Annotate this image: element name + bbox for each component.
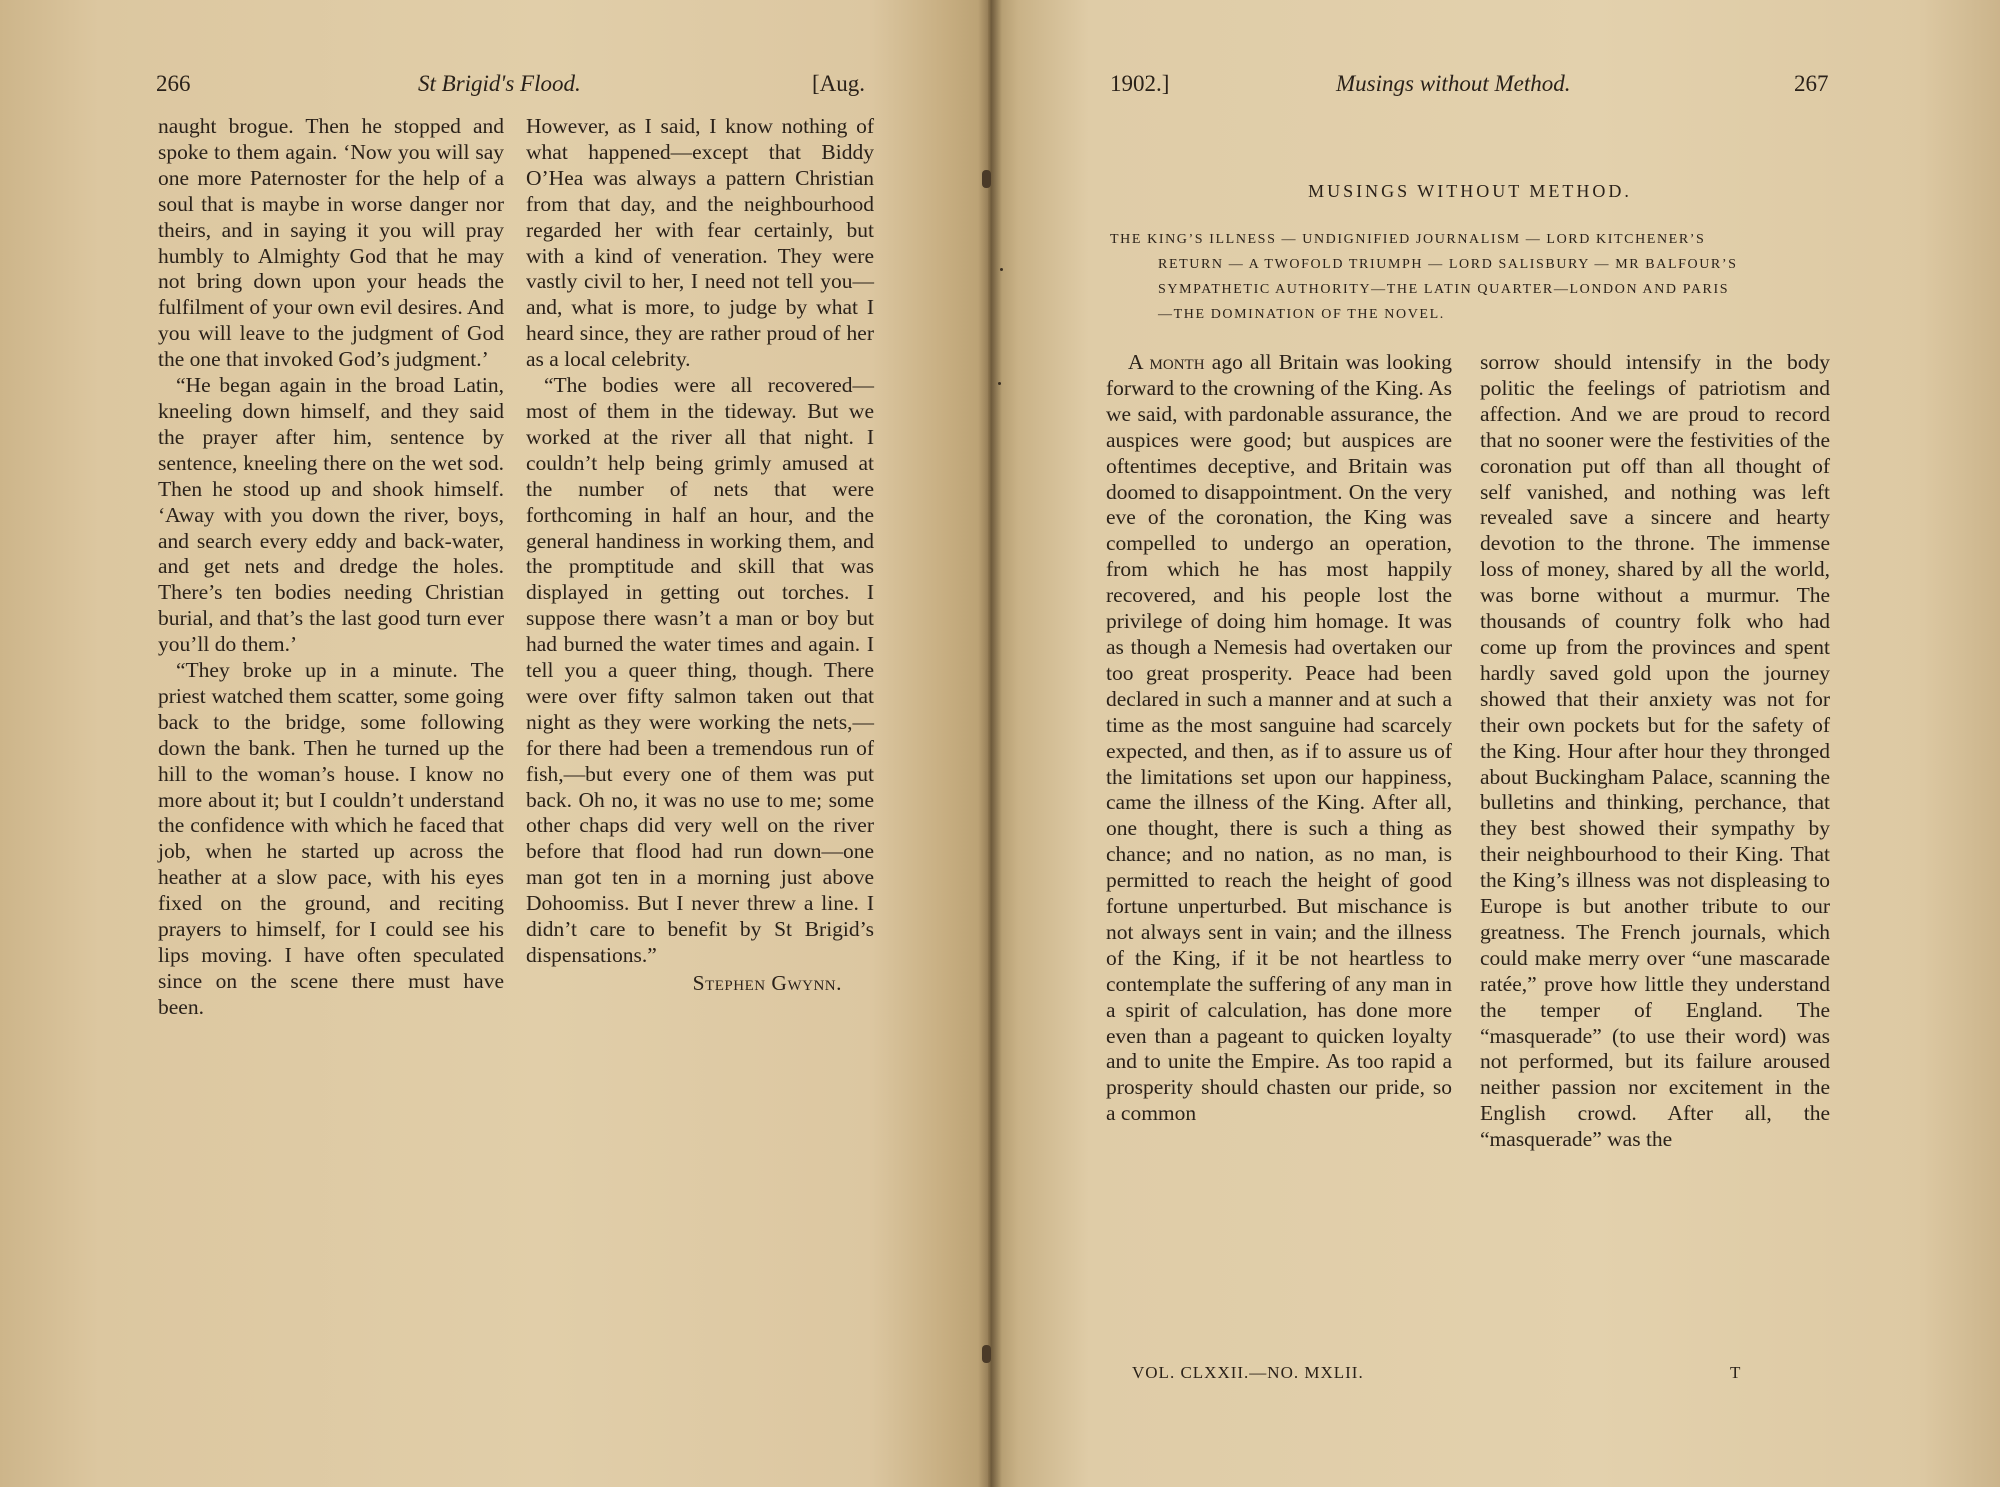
paragraph: “They broke up in a minute. The priest watched them scatter, some going back to the bridge, some following down the bank. Then he turned up the hill to the woman’s house. I know no more about it; but I couldn’t understand the confidence with which he faced that job, when he started up across the heather at a slow pace, with his eyes fixed on the ground, and reciting prayers to himself, for I could see his lips moving. I have often speculated since on the scene there must have been. [158, 658, 504, 1019]
right-page-number: 267 [1794, 71, 1829, 96]
right-running-title: Musings without Method. [1336, 71, 1571, 96]
article-synopsis [1110, 227, 1832, 327]
right-column-2 [1480, 350, 1830, 1153]
opening-words: A month [1128, 350, 1205, 374]
left-running-title: St Brigid's Flood. [418, 71, 581, 96]
left-column-2 [526, 114, 874, 997]
volume-footer: VOL. CLXXII.—NO. MXLII. [1132, 1363, 1364, 1382]
paper-speck [1000, 268, 1003, 271]
binding-thread-bottom [982, 1345, 991, 1363]
synopsis-line: SYMPATHETIC AUTHORITY—THE LATIN QUARTER—LONDON AND PARIS [1158, 282, 1730, 297]
right-date-marker: 1902.] [1110, 71, 1170, 96]
paragraph: sorrow should intensify in the body politic the feelings of patriotism and affection. And we are proud to record that no sooner were the festivities of the coronation put off than all thought of self vanished, and nothing was left revealed save a sincere and hearty devotion to the throne. The immense loss of money, shared by all the world, was borne without a murmur. The thousands of country folk who had come up from the provinces and spent hardly saved gold upon the journey showed that their anxiety was not for their own pockets but for the safety of the King. Hour after hour they thronged about Buckingham Palace, scanning the bulletins and thinking, perchance, that they best showed their sympathy by their neighbourhood to their King. That the King’s illness was not displeasing to Europe is but another tribute to our greatness. The French journals, which could make merry over “une mascarade ratée,” prove how little they understand the temper of England. The “masquerade” (to use their word) was not performed, but its failure aroused neither passion nor excitement in the English crowd. After all, the “masquerade” was the [1480, 350, 1830, 1152]
author-signature: Stephen Gwynn. [692, 970, 842, 995]
article-title: MUSINGS WITHOUT METHOD. [1308, 181, 1632, 201]
left-page-number: 266 [156, 71, 191, 96]
binding-thread-top [982, 170, 991, 188]
paragraph [1106, 350, 1452, 1127]
paper-speck [998, 382, 1001, 385]
paragraph: “He began again in the broad Latin, kneeling down himself, and they said the prayer after him, sentence by sentence, kneeling there on the wet sod. Then he stood up and shook himself. ‘Away with you down the river, boys, and search every eddy and back-water, and get nets and dredge the holes. There’s ten bodies needing Christian burial, and that’s the last good turn ever you’ll do them.’ [158, 373, 504, 657]
signature-mark: T [1730, 1363, 1742, 1382]
left-date-marker: [Aug. [812, 71, 866, 96]
right-column-1 [1106, 350, 1452, 1127]
synopsis-line: RETURN — A TWOFOLD TRIUMPH — LORD SALISBURY — MR BALFOUR’S [1158, 257, 1738, 272]
synopsis-line: THE KING’S ILLNESS — UNDIGNIFIED JOURNALISM — LORD KITCHENER’S [1110, 232, 1706, 247]
paragraph: “The bodies were all recovered—most of them in the tideway. But we worked at the river all that night. I couldn’t help being grimly amused at the number of nets that were forthcoming in half an hour, and the general handiness in working them, and the promptitude and skill that was displayed in getting out torches. I suppose there wasn’t a man or boy but had burned the water times and again. I tell you a queer thing, though. There were over fifty salmon taken out that night as they were working the nets,—for there had been a tremendous run of fish,—but every one of them was put back. Oh no, it was no use to me; some other chaps did very well on the river before that flood had run down—one man got ten in a morning just above Dohoomiss. But I never threw a line. I didn’t care to benefit by St Brigid’s dispensations.” [526, 373, 874, 967]
synopsis-line: —THE DOMINATION OF THE NOVEL. [1158, 307, 1445, 322]
book-gutter [978, 0, 1002, 1487]
paragraph: However, as I said, I know nothing of what happened—except that Biddy O’Hea was always a pattern Christian from that day, and the neighbourhood regarded her with fear certainly, but with a kind of veneration. They were vastly civil to her, I need not tell you—and, what is more, to judge by what I heard since, they are rather proud of her as a local celebrity. [526, 114, 874, 372]
paragraph: naught brogue. Then he stopped and spoke to them again. ‘Now you will say one more Paternoster for the help of a soul that is maybe in worse danger nor theirs, and in saying it you will pray humbly to Almighty God that he may not bring down upon your heads the fulfilment of your own evil desires. And you will leave to the judgment of God the one that invoked God’s judgment.’ [158, 114, 504, 372]
left-column-1 [158, 114, 504, 1021]
paragraph-text: ago all Britain was looking forward to the crowning of the King. As we said, with pardonable assurance, the auspices were good; but auspices are oftentimes deceptive, and Britain was doomed to disappointment. On the very eve of the coronation, the King was compelled to undergo an operation, from which he has most happily recovered, and his people lost the privilege of doing him homage. It was as though a Nemesis had overtaken our too great prosperity. Peace had been declared in such a manner and at such a time as the most sanguine had scarcely expected, and then, as if to assure us of the limitations set upon our happiness, came the illness of the King. After all, one thought, there is such a thing as chance; and no nation, as no man, is permitted to reach the height of good fortune unperturbed. But mischance is not always sent in vain; and the illness of the King, if it be not heartless to contemplate the suffering of any man in a spirit of calculation, has done more even than a pageant to quicken loyalty and to unite the Empire. As too rapid a prosperity should chasten our pride, so a common [1106, 350, 1452, 1126]
